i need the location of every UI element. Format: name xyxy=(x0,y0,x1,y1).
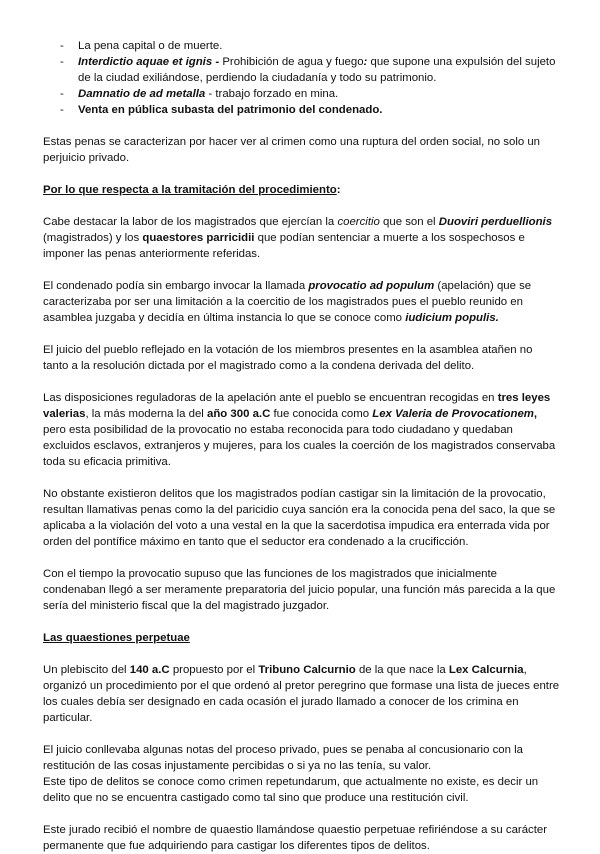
paragraph xyxy=(43,214,560,262)
bullet-separator: - xyxy=(212,56,223,68)
paragraph: Con el tiempo la provocatio supuso que las funciones de los magistrados que inicialmente condenaban llegó a ser meramente preparatoria del juicio popular, una función más parecida a la que sería del ministerio fiscal que la del magistrado juzgador. xyxy=(43,568,556,612)
heading-colon: : xyxy=(336,184,341,196)
text-run: que son el xyxy=(379,216,439,228)
bullet-text: que supone una expulsión del sujeto de la ciudad exiliándose, perdiendo la ciudadanía y todo su patrimonio. xyxy=(78,56,556,84)
bold-term: tres leyes valerias xyxy=(43,392,551,420)
paragraph: Este tipo de delitos se conoce como crimen repetundarum, que actualmente no existe, es decir un delito que no se encuentra castigado como tal sino que produce una restitución civil. xyxy=(43,776,539,804)
bold-term: Lex Calcurnia xyxy=(448,664,524,676)
text-run: de la que nace la xyxy=(355,664,449,676)
paragraph: Estas penas se caracterizan por hacer ver al crimen como una ruptura del orden social, no solo un perjuicio privado. xyxy=(43,136,541,164)
paragraph xyxy=(43,662,560,726)
paragraph: No obstante existieron delitos que los magistrados podían castigar sin la limitación de la provocatio, resultan llamativas penas como la del paricidio cuya sanción era la conocida pena del saco, la que se aplicaba a la violación del voto a una vestal en la que la sacerdotisa impudica era enterrada vida por orden del pontífice máximo en tanto que el seductor era condenado a la crucificción. xyxy=(43,488,556,548)
list-item xyxy=(43,54,560,86)
latin-term: Lex Valeria de Provocationem xyxy=(372,408,534,420)
bullet-dash: - xyxy=(60,88,64,100)
paragraph: El juicio conllevaba algunas notas del proceso privado, pues se penaba al concusionario con la restitución de las cosas injustamente percibidas o si ya no las tenía, su valor. xyxy=(43,744,523,772)
text-run: Cabe destacar la labor de los magistrados que ejercían la xyxy=(43,216,338,228)
paragraph: El juicio del pueblo reflejado en la votación de los miembros presentes en la asamblea atañen no tanto a la resolución dictada por el magistrado como a la condena derivada del delito. xyxy=(43,344,533,372)
bullet-text-bold: Venta en pública subasta del patrimonio del condenado. xyxy=(78,104,383,116)
list-item xyxy=(43,102,560,118)
latin-term: Interdictio aquae et ignis xyxy=(78,56,213,68)
latin-term: quaestores parricidii xyxy=(142,232,255,244)
bold-term: año 300 a.C xyxy=(207,408,271,420)
list-item xyxy=(43,38,560,54)
text-run: propuesto por el xyxy=(169,664,259,676)
paragraph xyxy=(43,390,560,470)
text-run: pero esta posibilidad de la provocatio no estaba reconocida para todo ciudadano y quedaban excluidos esclavos, extranjeros y mujeres, para los cuales la coerción de los magistrados conservaba toda su eficacia primitiva. xyxy=(43,424,556,468)
text-run: Un plebiscito del xyxy=(43,664,130,676)
text-run: , xyxy=(533,408,538,420)
penalty-list xyxy=(43,38,560,118)
text-run: , la más moderna la del xyxy=(85,408,207,420)
text-run: fue conocida como xyxy=(270,408,373,420)
latin-term: Damnatio de ad metalla xyxy=(78,88,206,100)
latin-term: iudicium populis. xyxy=(405,312,499,324)
bullet-dash: - xyxy=(60,56,64,68)
bullet-text: La pena capital o de muerte. xyxy=(78,40,223,52)
heading-text: Por lo que respecta a la tramitación del procedimiento xyxy=(43,184,337,196)
bullet-text: - trabajo forzado en mina. xyxy=(205,88,339,100)
text-run: , organizó un procedimiento por el que ordenó al pretor peregrino que formase una lista de jueces entre los cuales debía ser designado en cada ocasión el jurado llamado a conocer de los crimina en particular. xyxy=(43,664,560,724)
bold-term: Tribuno Calcurnio xyxy=(258,664,356,676)
list-item xyxy=(43,86,560,102)
paragraph xyxy=(43,278,560,326)
latin-term: Duoviri perduellionis xyxy=(438,216,553,228)
text-run: (apelación) que se caracterizaba por ser una limitación a la coercitio de los magistrados pues el pueblo reunido en asamblea juzgaba y decidía en última instancia lo que se conoce como xyxy=(43,280,532,324)
bullet-dash: - xyxy=(60,40,64,52)
bullet-colon: : xyxy=(363,56,368,68)
text-run: El condenado podía sin embargo invocar la llamada xyxy=(43,280,309,292)
text-run: Las disposiciones reguladoras de la apelación ante el pueblo se encuentran recogidas en xyxy=(43,392,498,404)
bullet-dash: - xyxy=(60,104,64,116)
latin-term: coercitio xyxy=(337,216,380,228)
latin-term: provocatio ad populum xyxy=(308,280,435,292)
section-heading xyxy=(43,630,560,646)
text-run: (magistrados) y los xyxy=(43,232,143,244)
bullet-text: Prohibición de agua y fuego xyxy=(222,56,364,68)
paragraph: Este jurado recibió el nombre de quaestio llamándose quaestio perpetuae refiriéndose a su carácter permanente que fue adquiriendo para castigar los diferentes tipos de delitos. xyxy=(43,824,548,852)
heading-text: Las quaestiones perpetuae xyxy=(43,632,190,644)
text-run: que podían sentenciar a muerte a los sospechosos e imponer las penas anteriormente referidas. xyxy=(43,232,525,260)
bold-term: 140 a.C xyxy=(129,664,170,676)
section-heading xyxy=(43,182,560,198)
